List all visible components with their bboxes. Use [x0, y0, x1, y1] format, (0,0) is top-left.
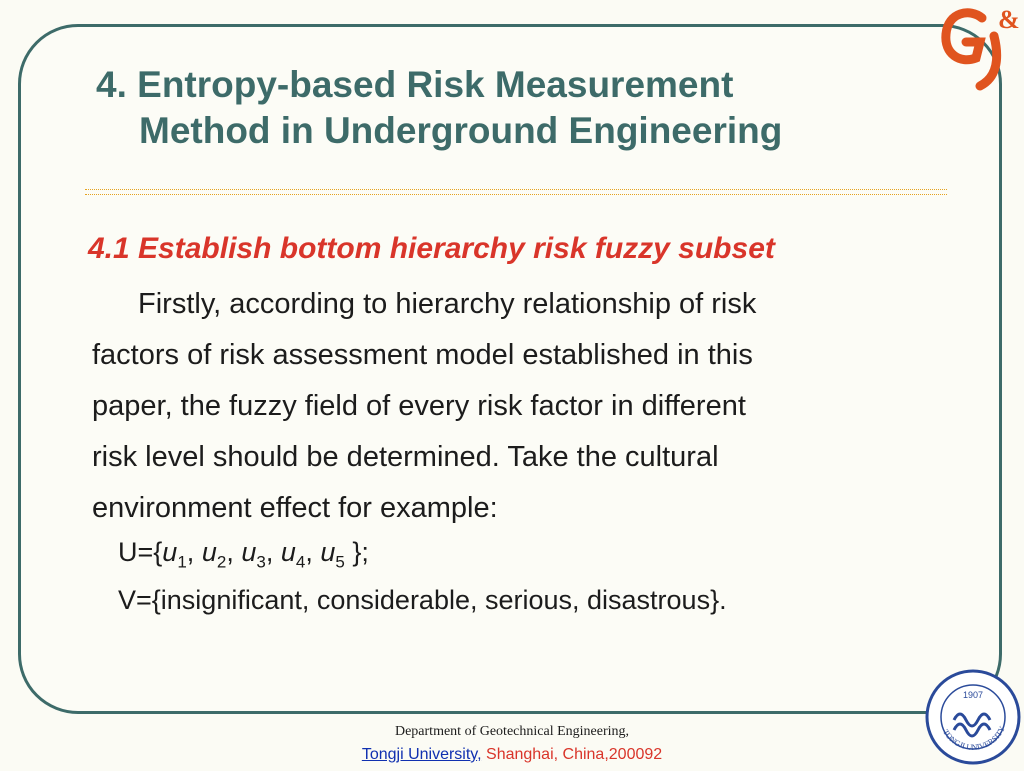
slide-title [96, 62, 976, 154]
title-line-2: Method in Underground Engineering [139, 110, 783, 151]
svg-text:1907: 1907 [962, 690, 984, 700]
footer-department: Department of Geotechnical Engineering, [394, 724, 629, 739]
paragraph-line: Firstly, according to hierarchy relationship of risk [138, 288, 757, 320]
svg-text:TONGJI UNIVERSITY: TONGJI UNIVERSITY [941, 724, 1007, 752]
paragraph-line: paper, the fuzzy field of every risk factor in different [92, 390, 746, 422]
section-subtitle: 4.1 Establish bottom hierarchy risk fuzzy subset [88, 232, 775, 265]
paragraph-line: factors of risk assessment model established in this [92, 339, 753, 371]
title-line-1: 4. Entropy-based Risk Measurement [96, 64, 734, 105]
svg-text:&: & [998, 5, 1020, 34]
footer-location: Shanghai, China,200092 [486, 746, 663, 763]
university-link[interactable]: Tongji University [361, 746, 478, 763]
set-u-definition: $U=\{u_1$, $u_2$, $u_3$, $u_4$, $u_5$ }; [118, 537, 369, 572]
paragraph-line: environment effect for example: [92, 492, 498, 524]
footer-address: Tongji University, Shanghai, China,200092 [361, 746, 663, 763]
title-divider [85, 189, 947, 195]
set-v-definition: V={insignificant, considerable, serious, disastrous}. [118, 585, 727, 615]
body-paragraph [92, 279, 952, 534]
paragraph-line: risk level should be determined. Take the cultural [92, 441, 719, 473]
